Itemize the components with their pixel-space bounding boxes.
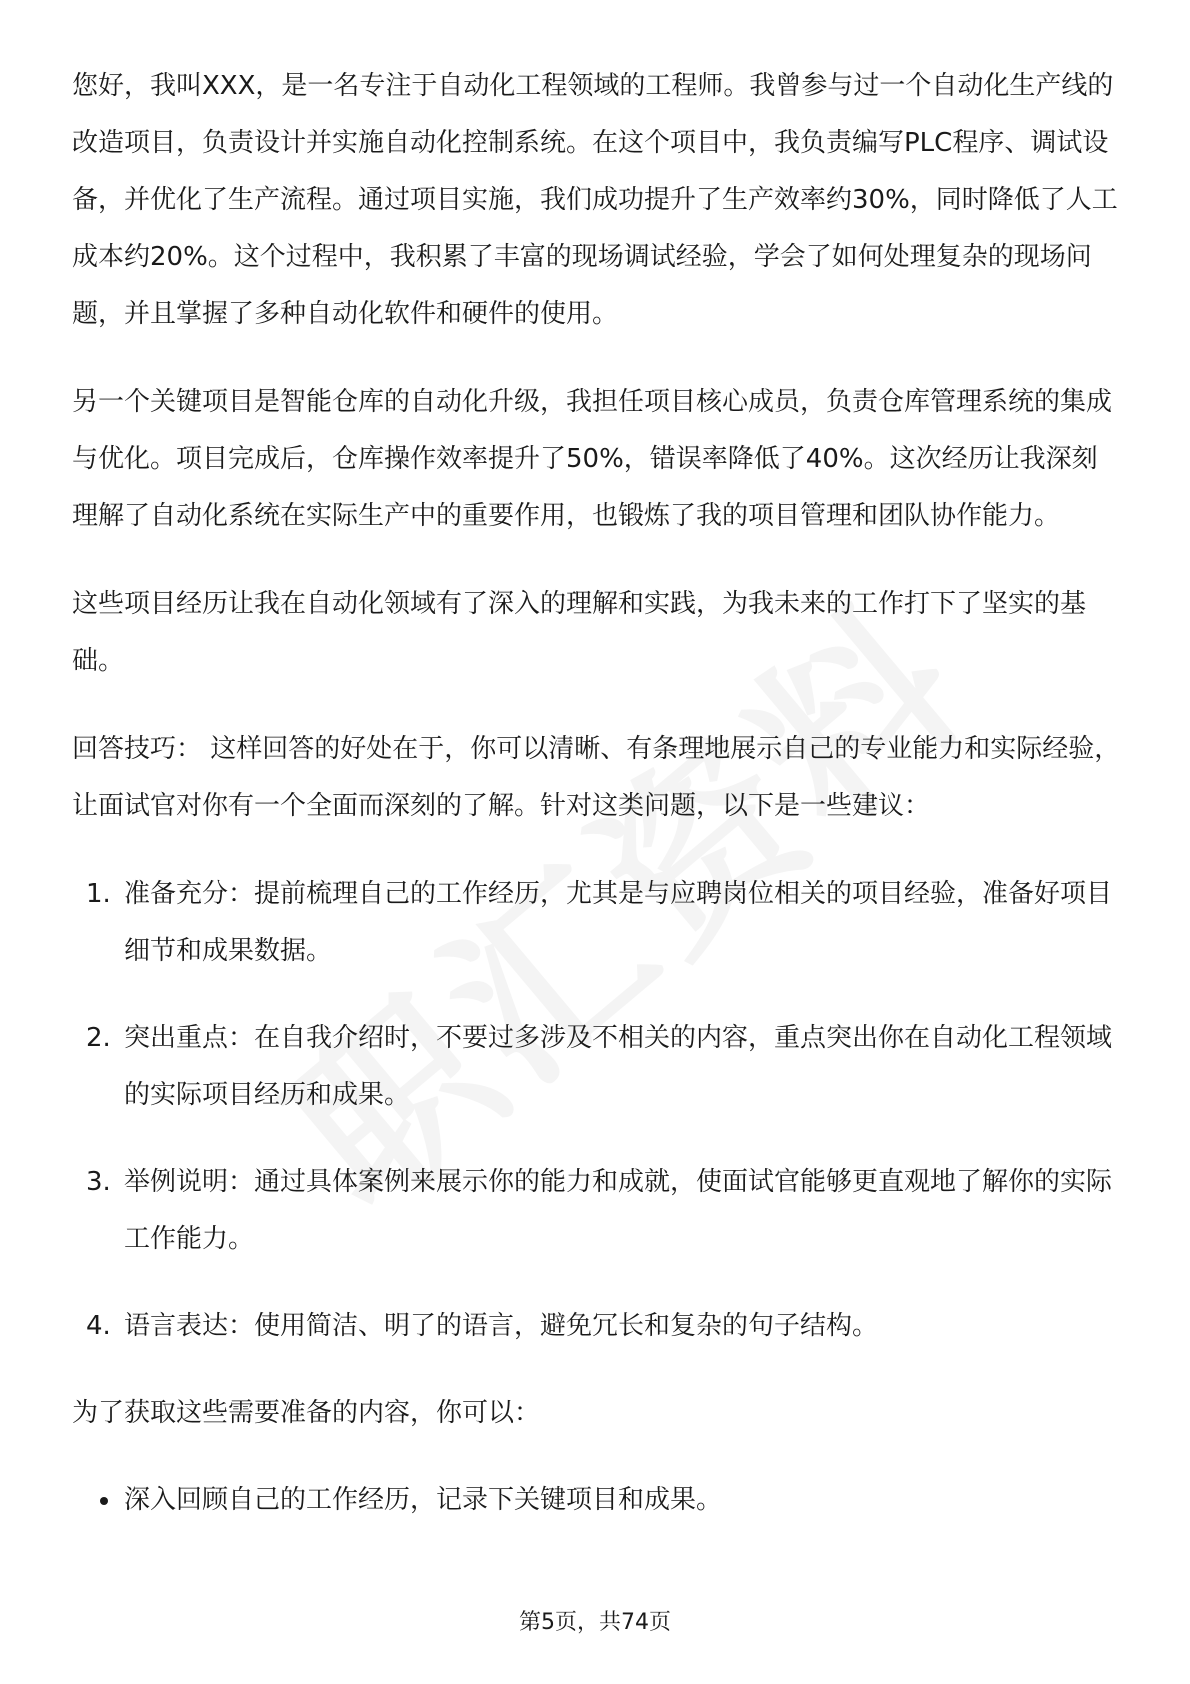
list-item [72, 1010, 1122, 1124]
list-item [72, 1154, 1122, 1268]
list-item-text: 举例说明：通过具体案例来展示你的能力和成就，使面试官能够更直观地了解你的实际工作能力。 [124, 1167, 1113, 1254]
list-item-text: 语言表达：使用简洁、明了的语言，避免冗长和复杂的句子结构。 [124, 1311, 879, 1341]
list-number: 2. [86, 1023, 111, 1053]
list-item [72, 1472, 1122, 1529]
paragraph-intro: 您好，我叫XXX，是一名专注于自动化工程领域的工程师。我曾参与过一个自动化生产线的改造项目，负责设计并实施自动化控制系统。在这个项目中，我负责编写PLC程序、调试设备，并优化了生产流程。通过项目实施，我们成功提升了生产效率约30%，同时降低了人工成本约20%。这个过程中，我积累了丰富的现场调试经验，学会了如何处理复杂的现场问题，并且掌握了多种自动化软件和硬件的使用。 [72, 71, 1118, 329]
bullet-icon [100, 1497, 108, 1505]
answer-tips: 回答技巧： 这样回答的好处在于，你可以清晰、有条理地展示自己的专业能力和实际经验，让面试官对你有一个全面而深刻的了解。针对这类问题，以下是一些建议： [72, 734, 1121, 821]
bullet-item-text: 深入回顾自己的工作经历，记录下关键项目和成果。 [124, 1485, 723, 1515]
list-item [72, 1298, 1122, 1355]
list-number: 4. [86, 1311, 111, 1341]
list-item-text: 准备充分：提前梳理自己的工作经历，尤其是与应聘岗位相关的项目经验，准备好项目细节和成果数据。 [124, 879, 1113, 966]
paragraph-summary: 这些项目经历让我在自动化领域有了深入的理解和实践，为我未来的工作打下了坚实的基础。 [72, 589, 1087, 676]
suggestion-list [72, 866, 1122, 1355]
bullet-list [72, 1472, 1122, 1529]
document-page [72, 58, 1122, 1529]
page-footer: 第5页，共74页 [519, 1610, 671, 1635]
list-item-text: 突出重点：在自我介绍时，不要过多涉及不相关的内容，重点突出你在自动化工程领域的实际项目经历和成果。 [124, 1023, 1113, 1110]
list-item [72, 866, 1122, 980]
list-number: 1. [86, 879, 111, 909]
list-number: 3. [86, 1167, 111, 1197]
preparation-intro: 为了获取这些需要准备的内容，你可以： [72, 1398, 541, 1428]
paragraph-project-2: 另一个关键项目是智能仓库的自动化升级，我担任项目核心成员，负责仓库管理系统的集成与优化。项目完成后，仓库操作效率提升了50%，错误率降低了40%。这次经历让我深刻理解了自动化系统在实际生产中的重要作用，也锻炼了我的项目管理和团队协作能力。 [72, 387, 1113, 531]
